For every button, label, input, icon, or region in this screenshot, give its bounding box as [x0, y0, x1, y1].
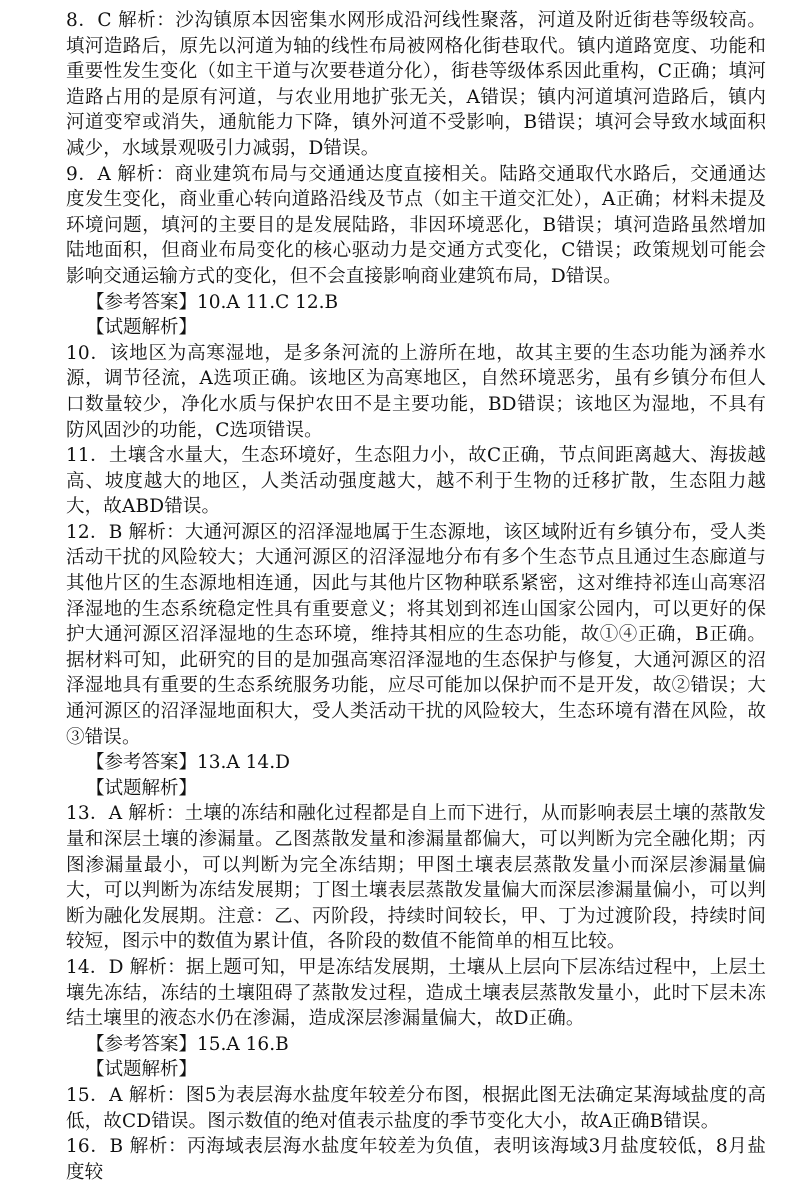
answer-explanation-12: 12．B 解析：大通河源区的沼泽湿地属于生态源地，该区域附近有乡镇分布，受人类活动干扰的风险较大；大通河源区的沼泽湿地分布有多个生态节点且通过生态廊道与其他片区的生态源地相连通，因此与其他片区物种联系紧密，这对维持祁连山高寒沼泽湿地的生态系统稳定性具有重要意义；将其划到祁连山国家公园内，可以更好的保护大通河源区沼泽湿地的生态环境，维持其相应的生态功能，故①④正确，B正确。据材料可知，此研究的目的是加强高寒沼泽湿地的生态保护与修复，大通河源区的沼泽湿地具有重要的生态系统服务功能，应尽可能加以保护而不是开发，故②错误；大通河源区的沼泽湿地面积大，受人类活动干扰的风险较大，生态环境有潜在风险，故③错误。	[66, 521, 766, 748]
answer-explanation-15: 15．A 解析：图5为表层海水盐度年较差分布图，根据此图无法确定某海域盐度的高低，故CD错误。图示数值的绝对值表示盐度的季节变化大小，故A正确B错误。	[66, 1084, 766, 1132]
analysis-heading-15-16: 【试题解析】	[86, 1059, 198, 1081]
answer-explanation-16: 16．B 解析：丙海域表层海水盐度年较差为负值，表明该海域3月盐度较低，8月盐度较	[66, 1136, 766, 1183]
answer-explanation-13: 13．A 解析：土壤的冻结和融化过程都是自上而下进行，从而影响表层土壤的蒸散发量和深层土壤的渗漏量。乙图蒸散发量和渗漏量都偏大，可以判断为完全融化期；丙图渗漏量最小，可以判断为完全冻结期；甲图土壤表层蒸散发量小而深层渗漏量偏大，可以判断为冻结发展期；丁图土壤表层蒸散发量偏大而深层渗漏量偏小，可以判断为融化发展期。注意：乙、丙阶段，持续时间较长，甲、丁为过渡阶段，持续时间较短，图示中的数值为累计值，各阶段的数值不能简单的相互比较。	[66, 803, 766, 953]
answer-explanation-8: 8．C 解析：沙沟镇原本因密集水网形成沿河线性聚落，河道及附近街巷等级较高。填河造路后，原先以河道为轴的线性布局被网格化街巷取代。镇内道路宽度、功能和重要性发生变化（如主干道与次要巷道分化），街巷等级体系因此重构，C正确；填河造路占用的是原有河道，与农业用地扩张无关，A错误；镇内河道填河造路后，镇内河道变窄或消失，通航能力下降，镇外河道不受影响，B错误；填河会导致水域面积减少，水域景观吸引力减弱，D错误。	[66, 10, 766, 159]
answer-explanation-11: 11．土壤含水量大，生态环境好，生态阻力小，故C正确，节点间距离越大、海拔越高、坡度越大的地区，人类活动强度越大，越不利于生物的迁移扩散，生态阻力越大，故ABD错误。	[66, 445, 766, 518]
reference-answer-15-16: 【参考答案】15.A 16.B	[86, 1033, 289, 1055]
analysis-heading-13-14: 【试题解析】	[86, 777, 198, 799]
analysis-heading-10-12: 【试题解析】	[86, 317, 198, 339]
answer-explanation-10: 10．该地区为高寒湿地，是多条河流的上游所在地，故其主要的生态功能为涵养水源，调节径流，A选项正确。该地区为高寒地区，自然环境恶劣，虽有乡镇分布但人口数量较少，净化水质与保护农田不是主要功能，BD错误；该地区为湿地，不具有防风固沙的功能，C选项错误。	[66, 342, 766, 441]
reference-answer-10-12: 【参考答案】10.A 11.C 12.B	[86, 291, 339, 313]
reference-answer-13-14: 【参考答案】13.A 14.D	[86, 752, 290, 774]
answer-explanation-9: 9．A 解析：商业建筑布局与交通通达度直接相关。陆路交通取代水路后，交通通达度发生变化，商业重心转向道路沿线及节点（如主干道交汇处），A正确；材料未提及环境问题，填河的主要目的是发展陆路，非因环境恶化，B错误；填河造路虽然增加陆地面积，但商业布局变化的核心驱动力是交通方式变化，C错误；政策规划可能会影响交通运输方式的变化，但不会直接影响商业建筑布局，D错误。	[66, 163, 766, 287]
answer-explanation-14: 14．D 解析：据上题可知，甲是冻结发展期，土壤从上层向下层冻结过程中，上层土壤先冻结，冻结的土壤阻碍了蒸散发过程，造成土壤表层蒸散发量小，此时下层未冻结土壤里的液态水仍在渗漏，造成深层渗漏量偏大，故D正确。	[66, 956, 766, 1030]
